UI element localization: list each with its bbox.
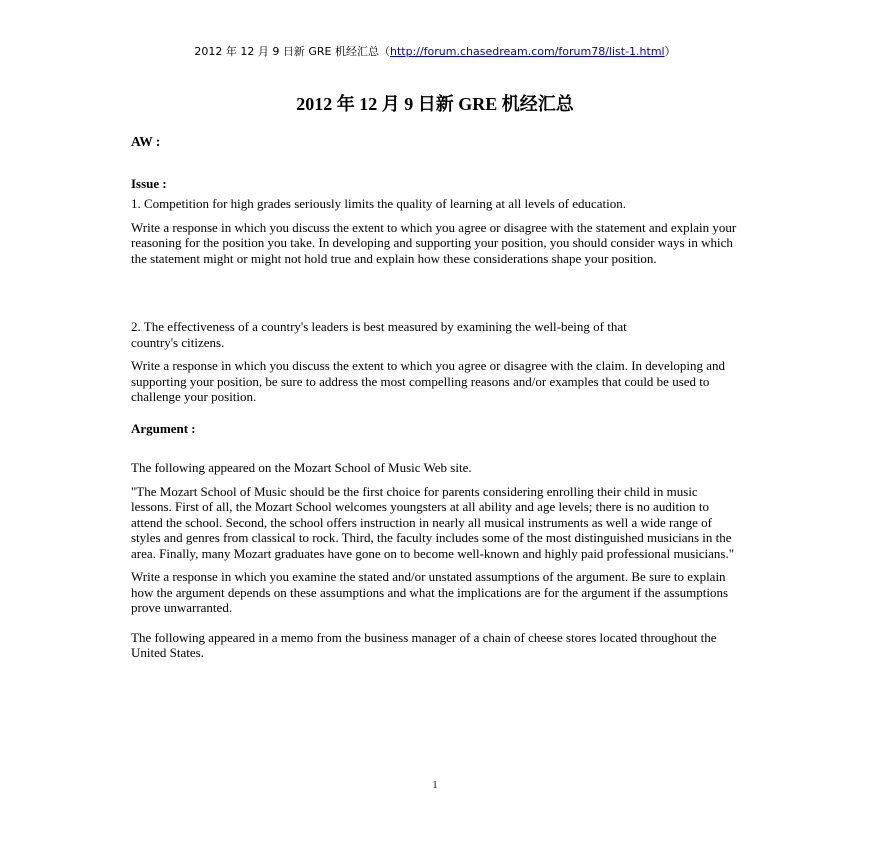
header-link[interactable]: http://forum.chasedream.com/forum78/list-1.html bbox=[389, 45, 665, 58]
page-header bbox=[0, 43, 870, 59]
argument-2-source: The following appeared in a memo from the business manager of a chain of cheese stores located throughout the United States. bbox=[131, 629, 717, 660]
issue-heading: Issue : bbox=[131, 175, 167, 191]
issue-2-prompt: 2. The effectiveness of a country's leaders is best measured by examining the well-being of that country's citizens. bbox=[131, 319, 627, 350]
aw-heading: AW : bbox=[131, 134, 161, 149]
document-body bbox=[131, 134, 737, 661]
argument-1-quote: "The Mozart School of Music should be the first choice for parents considering enrolling their child in music lessons. First of all, the Mozart School welcomes youngsters at all ability and age levels; there is no audition to attend the school. Second, the school offers instruction in nearly all musical instruments as well a wide range of styles and genres from classical to rock. Third, the faculty includes some of the most distinguished musicians in the area. Finally, many Mozart graduates have gone on to become well-known and highly paid professional musicians." bbox=[131, 483, 735, 561]
argument-1-source: The following appeared on the Mozart School of Music Web site. bbox=[131, 460, 472, 475]
header-prefix: 2012 年 12 月 9 日新 GRE 机经汇总（ bbox=[194, 45, 390, 58]
argument-1-instructions: Write a response in which you examine the stated and/or unstated assumptions of the argument. Be sure to explain how the argument depends on these assumptions and what the implications are for the argument if the assumptions prove unwarranted. bbox=[131, 569, 729, 615]
issue-1-prompt: 1. Competition for high grades seriously limits the quality of learning at all levels of education. bbox=[131, 196, 626, 211]
header-suffix: ） bbox=[664, 45, 676, 58]
issue-2-instructions: Write a response in which you discuss the extent to which you agree or disagree with the claim. In developing and supporting your position, be sure to address the most compelling reasons and/or examples that could be used to challenge your position. bbox=[131, 358, 726, 404]
document-title: 2012 年 12 月 9 日新 GRE 机经汇总 bbox=[296, 94, 574, 114]
argument-heading: Argument : bbox=[131, 420, 196, 436]
issue-1-instructions: Write a response in which you discuss the extent to which you agree or disagree with the statement and explain your reasoning for the position you take. In developing and supporting your position, you should consider ways in which the statement might or might not hold true and explain how these considerations shape your position. bbox=[131, 219, 737, 266]
page-number: 1 bbox=[432, 780, 438, 791]
